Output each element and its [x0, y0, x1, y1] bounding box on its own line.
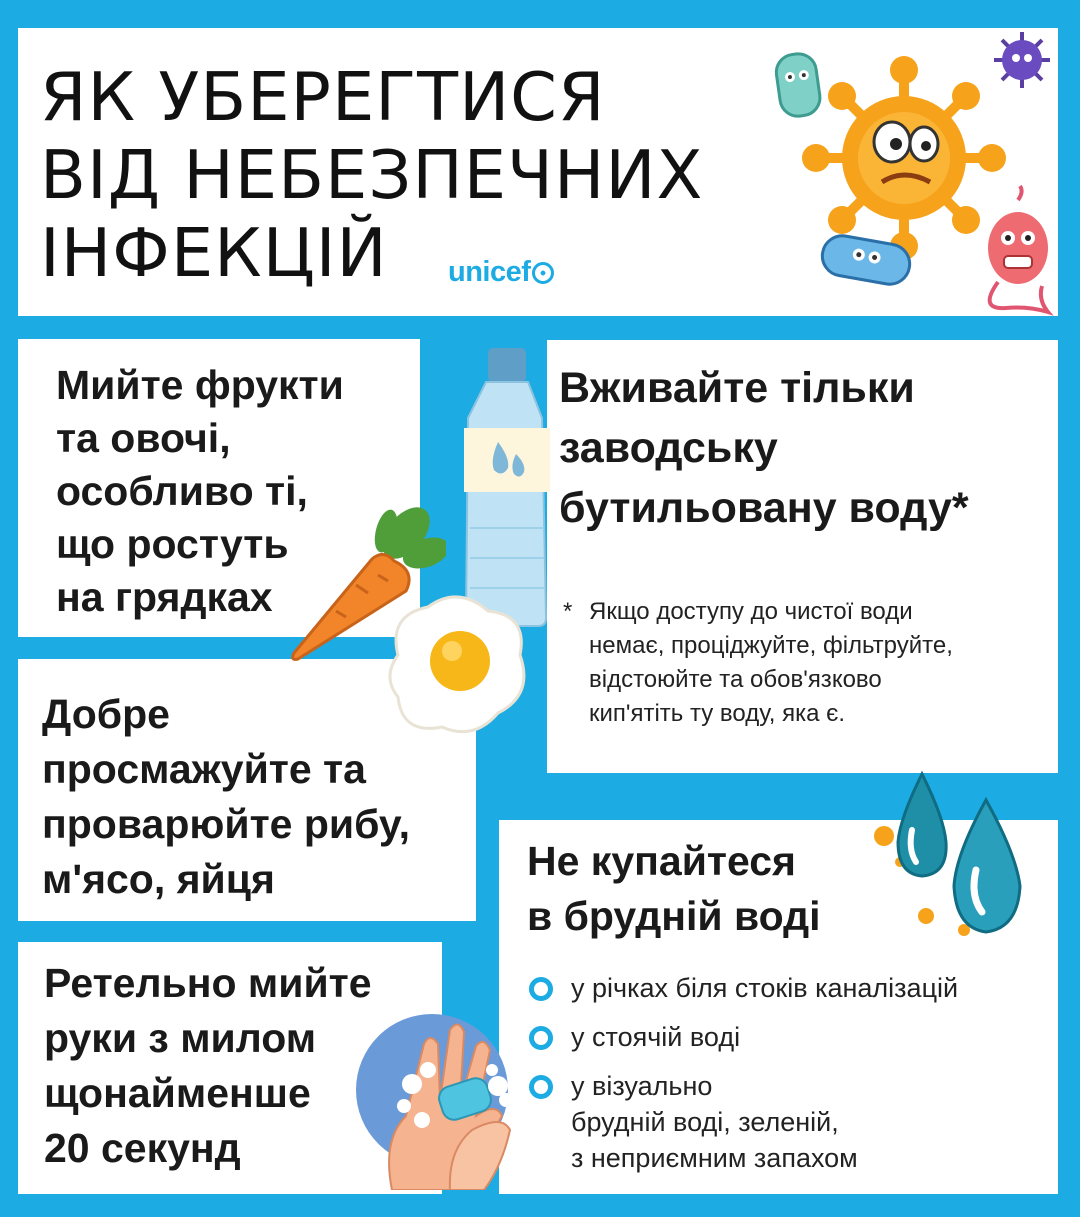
list-item [529, 970, 958, 1006]
unicef-globe-icon [532, 262, 554, 284]
title-line: ВІД НЕБЕЗПЕЧНИХ [40, 136, 704, 214]
hand-washing-icon [352, 990, 532, 1190]
footnote-star: * [563, 598, 573, 625]
unicef-logo-text: unicef [448, 256, 531, 288]
header-panel [18, 28, 1058, 316]
virus-cartoon-icon [754, 28, 1058, 316]
tip-line: на грядках [56, 574, 273, 620]
tip-line: в брудній воді [527, 893, 821, 939]
tip-bottled-water-text [559, 358, 969, 538]
footnote-line: відстоюйте та обов'язково [589, 666, 882, 693]
tip-line: щонайменше [44, 1070, 311, 1116]
tip-line: м'ясо, яйця [42, 856, 275, 902]
tip-line: та овочі, [56, 415, 231, 461]
tip-no-bathing-text [527, 834, 821, 944]
list-item-text: у річках біля стоків каналізацій [571, 973, 959, 1003]
list-item-text: брудній воді, зеленій, [571, 1107, 839, 1137]
tip-line: особливо ті, [56, 468, 308, 514]
tip-bottled-water [547, 340, 1058, 773]
tip-line: 20 секунд [44, 1125, 241, 1171]
tip-line: Не купайтеся [527, 838, 796, 884]
list-item [529, 1019, 958, 1055]
tip-line: Добре [42, 691, 170, 737]
bullet-ring-icon [529, 977, 553, 1001]
tip-wash-hands-text [44, 956, 372, 1176]
footnote-line: немає, проціджуйте, фільтруйте, [589, 632, 953, 659]
list-item-text: у візуально [571, 1071, 713, 1101]
footnote-line: Якщо доступу до чистої води [589, 598, 913, 625]
fried-egg-icon [378, 585, 538, 745]
tip-line: проварюйте рибу, [42, 801, 410, 847]
tip-line: Мийте фрукти [56, 362, 344, 408]
tip-line: Вживайте тільки [559, 364, 915, 412]
water-drops-icon [864, 770, 1044, 950]
title-line: ЯК УБЕРЕГТИСЯ [40, 58, 606, 136]
unicef-logo [448, 256, 554, 289]
list-item-text: з неприємним запахом [571, 1143, 858, 1173]
tip-cook-food-text [42, 687, 410, 907]
tip-line: Ретельно мийте [44, 960, 372, 1006]
list-item [529, 1068, 958, 1176]
bullet-ring-icon [529, 1026, 553, 1050]
bathing-list [529, 970, 958, 1189]
list-item-text: у стоячій воді [571, 1022, 741, 1052]
page-title [40, 58, 703, 292]
bullet-ring-icon [529, 1075, 553, 1099]
tip-line: руки з милом [44, 1015, 317, 1061]
title-line: ІНФЕКЦІЙ [40, 214, 388, 292]
footnote-line: кип'ятіть ту воду, яка є. [589, 700, 846, 727]
tip-line: що ростуть [56, 521, 289, 567]
tip-line: бутильовану воду* [559, 484, 969, 532]
water-footnote [563, 595, 953, 731]
tip-line: заводську [559, 424, 778, 472]
tip-line: просмажуйте та [42, 746, 366, 792]
